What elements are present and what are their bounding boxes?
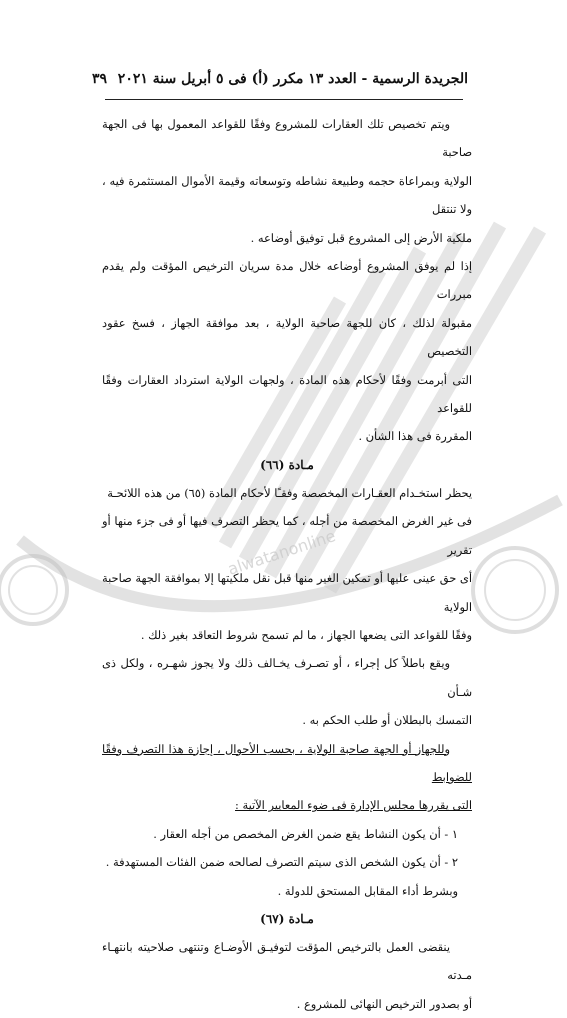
page-number: ٣٩ (92, 71, 108, 87)
svg-text:alwatanonline: alwatanonline (225, 526, 338, 579)
text-line: أو بصدور الترخيص النهائى للمشروع . (296, 996, 472, 1011)
text-line: فى غير الغرض المخصصة من أجله ، كما يحظر التصرف فيها أو فى جزء منها أو تقرير (102, 514, 472, 557)
text-line: مقبولة لذلك ، كان للجهة صاحبة الولاية ، بعد موافقة الجهاز ، فسخ عقود التخصيص (102, 315, 472, 359)
text-line: إذا لم يوفق المشروع أوضاعه خلال مدة سريان الترخيص المؤقت ولم يقدم مبررات (102, 259, 472, 302)
article-heading: مـادة (٦٧) (260, 911, 314, 926)
header-divider (105, 99, 463, 100)
list-item: ١ - أن يكون النشاط يقع ضمن الغرض المخصص من أجله العقار . (153, 826, 458, 841)
document-body (102, 110, 472, 1018)
text-line: ويتم تخصيص تلك العقارات للمشروع وفقًا للقواعد المعمول بها فى الجهة صاحبة (102, 117, 472, 160)
article-heading: مـادة (٦٦) (260, 457, 314, 472)
text-line: وللجهاز أو الجهة صاحبة الولاية ، بحسب الأحوال ، إجازة هذا التصرف وفقًا للضوابط (102, 741, 472, 784)
text-line: يحظر استخـدام العقـارات المخصصة وفقـًا لأحكام المادة (٦٥) من هذه اللائحـة (107, 485, 472, 500)
text-line: التمسك بالبطلان أو طلب الحكم به . (302, 713, 472, 728)
text-line: التى يقررها مجلس الإدارة فى ضوء المعايير الآتية : (235, 798, 472, 813)
list-item: وبشرط أداء المقابل المستحق للدولة . (277, 883, 458, 898)
gazette-title: الجريدة الرسمية - العدد ١٣ مكرر (أ) فى ٥ أبريل سنة ٢٠٢١ (117, 71, 468, 87)
text-line: الولاية وبمراعاة حجمه وطبيعة نشاطه وتوسعاته وقيمة الأموال المستثمرة فيه ، ولا تنتقل (102, 173, 472, 217)
text-line: ويقع باطلاً كل إجراء ، أو تصـرف يخـالف ذلك ولا يجوز شهـره ، ولكل ذى شـأن (102, 656, 472, 699)
text-line: المقررة فى هذا الشأن . (358, 429, 472, 444)
text-line: أى حق عينى عليها أو تمكين الغير منها قبل نقل ملكيتها إلا بموافقة الجهة صاحبة الولاية (102, 571, 472, 614)
text-line: ينقضى العمل بالترخيص المؤقت لتوفيـق الأوضـاع وتنتهى صلاحيته بانتهـاء مـدته (102, 939, 472, 983)
text-line: وفقًا للقواعد التى يضعها الجهاز ، ما لم تسمح شروط التعاقد بغير ذلك . (140, 627, 472, 642)
page-header (92, 66, 468, 92)
text-line: التى أبرمت وفقًا لأحكام هذه المادة ، ولجهات الولاية استرداد العقارات وفقًا للقواعد (102, 372, 472, 416)
text-line: ملكية الأرض إلى المشروع قبل توفيق أوضاعه . (250, 230, 472, 245)
list-item: ٢ - أن يكون الشخص الذى سيتم التصرف لصالحه ضمن الفئات المستهدفة . (105, 855, 458, 870)
